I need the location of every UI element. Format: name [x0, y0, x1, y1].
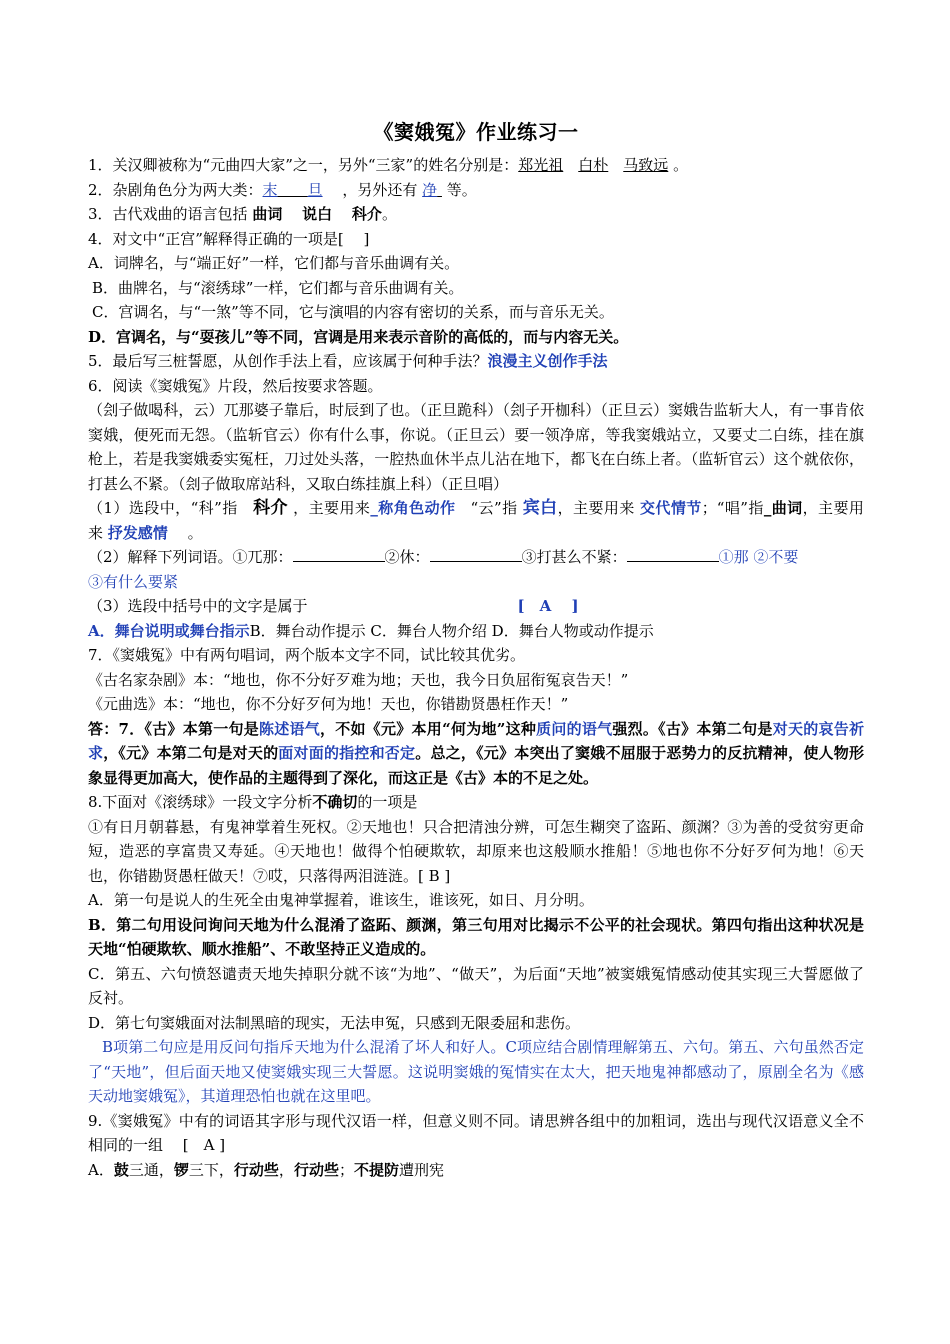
answer-2-2: 旦 [307, 180, 323, 199]
question-6-sub-2: （2）解释下列词语。①兀那： ②休： ③打甚么不紧： ①那 ②不要 ③有什么要紧 [88, 548, 799, 591]
question-7-version-1: 《古名家杂剧》本：“地也，你不分好歹难为地；天也，我今日负屈衔冤哀告天！” [88, 670, 629, 689]
answer-1-3: 马致远 [623, 156, 669, 174]
answer-3-1: 曲词 [252, 205, 283, 223]
question-4-option-d: D．宫调名，与“耍孩儿”等不同，宫调是用来表示音阶的高低的，而与内容无关。 [88, 327, 629, 346]
page-title: 《窦娥冤》作业练习一 [373, 120, 579, 144]
question-6-sub-3: （3）选段中括号中的文字是属于 [ A ] [88, 597, 579, 615]
answer-1-2: 白朴 [578, 156, 609, 174]
question-3: 3．古代戏曲的语言包括 曲词 说白 科介。 [88, 205, 397, 223]
question-4-stem: 4．对文中“正宫”解释得正确的一项是[ ] [88, 229, 370, 248]
question-8-passage: ①有日月朝暮悬，有鬼神掌着生死权。②天地也！只合把清浊分辨，可怎生糊突了盗跖、颜渊？③为善的受贫穷更命短，造恶的享富贵又寿延。④天地也！做得个怕硬欺软，却原来也这般顺水推船！⑤地也你不分好歹何为地！⑥天也，你错勘贤愚枉做天！⑦哎，只落得两泪涟涟。[ B ] [88, 817, 864, 885]
question-8-stem: 8.下面对《滚绣球》一段文字分析不确切的一项是 [88, 793, 418, 811]
question-4-option-b: B．曲牌名，与“滚绣球”一样，它们都与音乐曲调有关。 [92, 278, 464, 297]
question-8-option-a: A．第一句是说人的生死全由鬼神掌握着，谁该生，谁该死，如日、月分明。 [88, 891, 594, 909]
question-1: 1．关汉卿被称为“元曲四大家”之一，另外“三家”的姓名分别是：郑光祖 白朴 马致远 。 [88, 156, 689, 174]
question-8-option-d: D．第七句窦娥面对法制黑暗的现实，无法申冤，只感到无限委屈和悲伤。 [88, 1013, 581, 1032]
answer-6-1-6: 抒发感情 [107, 523, 168, 542]
question-5: 5．最后写三桩誓愿，从创作手法上看，应该属于何种手法？浪漫主义创作手法 [88, 352, 608, 370]
question-2: 2．杂剧角色分为两大类：末 旦 ，另外还有 净 等。 [88, 180, 477, 199]
blank-line [627, 547, 719, 562]
question-8-explanation: B项第二句应是用反问句指斥天地为什么混淆了坏人和好人。C项应结合剧情理解第五、六句。第五、六句虽然否定了“天地”，但后面天地又使窦娥实现三大誓愿。这说明窦娥的冤情实在太大，把天地鬼神都感动了，原剧全名为《感天动地窦娥冤》，其道理恐怕也就在这里吧。 [88, 1038, 864, 1105]
question-6-sub-1: （1）选段中，“科”指 科介 ，主要用来_称角色动作 “云”指 宾白，主要用来 交代情节；“唱”指_曲词，主要用来 抒发感情 。 [88, 498, 864, 542]
answer-6-1-2: _称角色动作 [370, 499, 456, 517]
document-content [88, 116, 864, 1182]
answer-6-1-3: 宾白 [522, 498, 558, 518]
question-9-stem: 9.《窦娥冤》中有的词语其字形与现代汉语一样，但意义则不同。请思辨各组中的加粗词，选出与现代汉语意义全不相同的一组 [ A ] [88, 1111, 864, 1154]
question-7-stem: 7．《窦娥冤》中有两句唱词，两个版本文字不同，试比较其优劣。 [88, 646, 526, 664]
question-9-option-a: A．鼓三通，锣三下，行动些，行动些；不提防遭刑宪 [88, 1160, 444, 1179]
blank-line [430, 547, 522, 562]
answer-6-1-4: 交代情节 [639, 499, 702, 517]
question-6-sub-3-options: A．舞台说明或舞台指示B．舞台动作提示 C．舞台人物介绍 D．舞台人物或动作提示 [88, 621, 654, 640]
answer-3-3: 科介 [351, 205, 382, 223]
answer-6-2-2: ③有什么要紧 [88, 572, 179, 591]
blank-line [293, 547, 385, 562]
question-7-answer: 答：7．《古》本第一句是陈述语气，不如《元》本用“何为地”这种质问的语气强烈。《古》本第二句是对天的哀告祈求，《元》本第二句是对天的面对面的指控和否定。总之，《元》本突出了窦娥不屈服于恶势力的反抗精神，使人物形象显得更加高大，使作品的主题得到了深化，而这正是《古》本的不足之处。 [88, 719, 864, 787]
question-6-stem: 6．阅读《窦娥冤》片段，然后按要求答题。 [88, 376, 383, 395]
question-6-passage: （刽子做喝科，云）兀那婆子靠后，时辰到了也。（正旦跪科）（刽子开枷科）（正旦云）窦娥告监斩大人，有一事肯依窦娥，便死而无怨。（监斩官云）你有什么事，你说。（正旦云）要一领净席，等我窦娥站立，又要丈二白练，挂在旗枪上，若是我窦娥委实冤枉，刀过处头落，一腔热血休半点儿沾在地下，都飞在白练上者。（监斩官云）这个就依你，打甚么不紧。（刽子做取席站科，又取白练挂旗上科）（正旦唱） [88, 401, 864, 493]
answer-3-2: 说白 [302, 205, 333, 223]
question-7-version-2: 《元曲选》本：“地也，你不分好歹何为地！天也，你错勘贤愚枉作天！” [88, 695, 569, 713]
answer-2-3: 净 [422, 180, 438, 199]
answer-6-1-1: 科介 [252, 498, 288, 518]
answer-6-3-option-a: A．舞台说明或舞台指示 [88, 621, 250, 640]
answer-1-1: 郑光祖 [518, 156, 564, 174]
answer-2-1: 末 [262, 180, 278, 199]
answer-5: 浪漫主义创作手法 [487, 352, 608, 370]
answer-6-3: [ A ] [517, 597, 579, 615]
question-4-option-c: C．宫调名，与“一煞”等不同，它与演唱的内容有密切的关系，而与音乐无关。 [92, 303, 614, 321]
answer-6-1-5: _曲词 [763, 499, 803, 517]
question-8-option-b: B．第二句用设问询问天地为什么混淆了盗跖、颜渊，第三句用对比揭示不公平的社会现状。第四句指出这种状况是天地“怕硬欺软、顺水推船”、不敢坚持正义造成的。 [88, 915, 864, 958]
answer-9: [ A ] [182, 1136, 226, 1154]
question-8-option-c: C．第五、六句愤怒谴责天地失掉职分就不该“为地”、“做天”，为后面“天地”被窦娥冤情感动使其实现三大誓愿做了反衬。 [88, 964, 864, 1007]
answer-6-2-1: ①那 ②不要 [718, 548, 799, 566]
question-4-option-a: A．词牌名，与“端正好”一样，它们都与音乐曲调有关。 [88, 254, 460, 272]
